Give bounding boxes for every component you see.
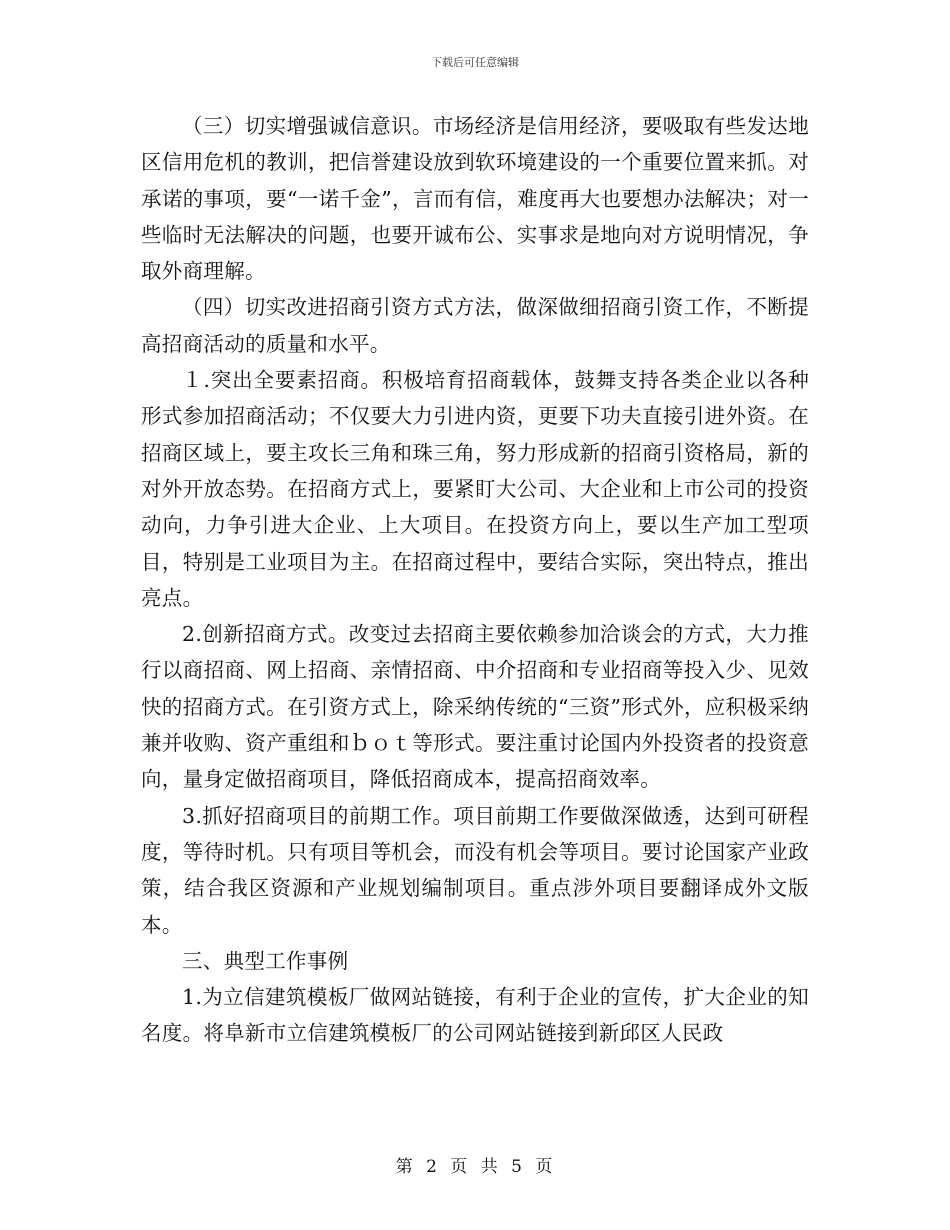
paragraph-all-factor-investment: １.突出全要素招商。积极培育招商载体，鼓舞支持各类企业以各种形式参加招商活动；不仅要大力引进内资，更要下功夫直接引进外资。在招商区域上，要主攻长三角和珠三角，努力形成新的招商引资格局，新的对外开放态势。在招商方式上，要紧盯大公司、大企业和上市公司的投资动向，力争引进大企业、上大项目。在投资方向上，要以生产加工型项目，特别是工业项目为主。在招商过程中，要结合实际，突出特点，推出亮点。 [141, 368, 809, 610]
paragraph-innovate-methods: 2.创新招商方式。改变过去招商主要依赖参加洽谈会的方式，大力推行以商招商、网上招商、亲情招商、中介招商和专业招商等投入少、见效快的招商方式。在引资方式上，除采纳传统的“三资”形式外，应积极采纳兼并收购、资产重组和ｂｏｔ等形式。要注重讨论国内外投资者的投资意向，量身定做招商项目，降低招商成本，提高招商效率。 [141, 622, 809, 792]
document-body [141, 108, 809, 1052]
paragraph-project-preparation: 3.抓好招商项目的前期工作。项目前期工作要做深做透，达到可研程度，等待时机。只有项目等机会，而没有机会等项目。要讨论国家产业政策，结合我区资源和产业规划编制项目。重点涉外项目要翻译成外文版本。 [141, 803, 809, 937]
paragraph-improve-methods: （四）切实改进招商引资方式方法，做深做细招商引资工作，不断提高招商活动的质量和水平。 [141, 295, 809, 356]
paragraph-website-link-case: 1.为立信建筑模板厂做网站链接，有利于企业的宣传，扩大企业的知名度。将阜新市立信建筑模板厂的公司网站链接到新邱区人民政 [141, 985, 809, 1046]
section-heading-typical-cases: 三、典型工作事例 [182, 948, 349, 973]
page-number: 第 2 页 共 5 页 [395, 1157, 555, 1177]
page-header: 下载后可任意编辑 [431, 56, 519, 69]
paragraph-integrity: （三）切实增强诚信意识。市场经济是信用经济，要吸取有些发达地区信用危机的教训，把信誉建设放到软环境建设的一个重要位置来抓。对承诺的事项，要“一诺千金”，言而有信，难度再大也要想办法解决；对一些临时无法解决的问题，也要开诚布公、实事求是地向对方说明情况，争取外商理解。 [141, 114, 809, 284]
